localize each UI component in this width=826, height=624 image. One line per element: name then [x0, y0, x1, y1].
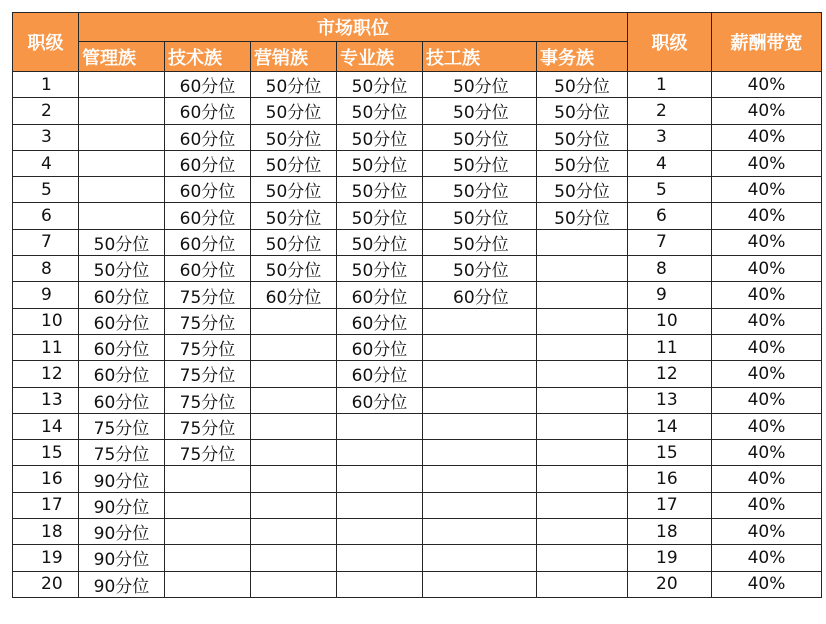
percentile-cell-marketing [251, 492, 337, 518]
table-row [13, 203, 822, 229]
percentile-cell-skilled-worker [423, 334, 537, 360]
percentile-cell-professional: 50分位 [337, 98, 423, 124]
percentile-cell-professional: 60分位 [337, 282, 423, 308]
rank-cell: 10 [13, 308, 79, 334]
percentile-cell-administrative [537, 492, 628, 518]
percentile-cell-skilled-worker [423, 571, 537, 597]
salary-band-cell: 40% [712, 256, 822, 282]
percentile-cell-technical: 60分位 [165, 150, 251, 176]
rank-cell: 3 [13, 124, 79, 150]
percentile-cell-administrative: 50分位 [537, 150, 628, 176]
percentile-cell-management: 75分位 [79, 413, 165, 439]
percentile-cell-marketing [251, 519, 337, 545]
percentile-cell-technical [165, 492, 251, 518]
rank-cell: 14 [13, 413, 79, 439]
table-row [13, 334, 822, 360]
salary-band-cell: 40% [712, 413, 822, 439]
percentile-cell-professional: 50分位 [337, 256, 423, 282]
percentile-cell-professional: 50分位 [337, 124, 423, 150]
salary-band-cell: 40% [712, 72, 822, 98]
percentile-cell-skilled-worker [423, 545, 537, 571]
table-body [13, 72, 822, 598]
percentile-cell-marketing: 50分位 [251, 229, 337, 255]
rank-cell-right: 7 [628, 229, 712, 255]
percentile-cell-professional: 50分位 [337, 229, 423, 255]
percentile-cell-professional: 60分位 [337, 308, 423, 334]
percentile-cell-management: 90分位 [79, 492, 165, 518]
rank-cell: 15 [13, 440, 79, 466]
percentile-cell-professional: 60分位 [337, 334, 423, 360]
rank-cell: 9 [13, 282, 79, 308]
percentile-cell-marketing [251, 466, 337, 492]
percentile-cell-professional: 60分位 [337, 387, 423, 413]
rank-cell-right: 18 [628, 519, 712, 545]
percentile-cell-management [79, 98, 165, 124]
percentile-cell-professional: 50分位 [337, 177, 423, 203]
rank-cell-right: 8 [628, 256, 712, 282]
salary-table [12, 12, 822, 598]
percentile-cell-technical [165, 571, 251, 597]
percentile-cell-management [79, 203, 165, 229]
percentile-cell-marketing [251, 387, 337, 413]
percentile-cell-management [79, 124, 165, 150]
rank-cell: 11 [13, 334, 79, 360]
percentile-cell-administrative [537, 466, 628, 492]
percentile-cell-administrative [537, 334, 628, 360]
percentile-cell-administrative [537, 519, 628, 545]
percentile-cell-marketing [251, 571, 337, 597]
percentile-cell-administrative [537, 440, 628, 466]
rank-cell: 2 [13, 98, 79, 124]
rank-cell: 8 [13, 256, 79, 282]
rank-header-right: 职级 [628, 13, 712, 72]
percentile-cell-technical: 60分位 [165, 177, 251, 203]
percentile-cell-skilled-worker: 50分位 [423, 177, 537, 203]
percentile-cell-skilled-worker: 50分位 [423, 124, 537, 150]
salary-band-cell: 40% [712, 545, 822, 571]
salary-band-cell: 40% [712, 150, 822, 176]
percentile-cell-technical [165, 466, 251, 492]
family-header-professional: 专业族 [337, 42, 423, 72]
rank-cell-right: 20 [628, 571, 712, 597]
percentile-cell-professional [337, 519, 423, 545]
table-row [13, 150, 822, 176]
rank-cell: 1 [13, 72, 79, 98]
salary-band-cell: 40% [712, 492, 822, 518]
table-row [13, 124, 822, 150]
percentile-cell-management: 60分位 [79, 361, 165, 387]
family-header-skilled-worker: 技工族 [423, 42, 537, 72]
table-row [13, 571, 822, 597]
percentile-cell-technical: 60分位 [165, 72, 251, 98]
percentile-cell-professional [337, 466, 423, 492]
percentile-cell-marketing: 60分位 [251, 282, 337, 308]
percentile-cell-marketing [251, 440, 337, 466]
percentile-cell-technical: 75分位 [165, 387, 251, 413]
percentile-cell-professional [337, 413, 423, 439]
rank-cell-right: 14 [628, 413, 712, 439]
rank-cell-right: 3 [628, 124, 712, 150]
percentile-cell-administrative: 50分位 [537, 98, 628, 124]
family-header-administrative: 事务族 [537, 42, 628, 72]
rank-cell: 17 [13, 492, 79, 518]
table-row [13, 413, 822, 439]
percentile-cell-skilled-worker [423, 308, 537, 334]
salary-band-cell: 40% [712, 361, 822, 387]
rank-cell-right: 1 [628, 72, 712, 98]
percentile-cell-administrative: 50分位 [537, 72, 628, 98]
percentile-cell-management: 50分位 [79, 256, 165, 282]
table-row [13, 282, 822, 308]
percentile-cell-marketing [251, 334, 337, 360]
table-row [13, 308, 822, 334]
percentile-cell-technical: 75分位 [165, 282, 251, 308]
percentile-cell-management [79, 177, 165, 203]
percentile-cell-management: 60分位 [79, 282, 165, 308]
percentile-cell-professional: 50分位 [337, 203, 423, 229]
rank-cell: 4 [13, 150, 79, 176]
salary-band-cell: 40% [712, 466, 822, 492]
rank-cell-right: 19 [628, 545, 712, 571]
rank-cell: 5 [13, 177, 79, 203]
percentile-cell-technical: 75分位 [165, 308, 251, 334]
rank-cell: 19 [13, 545, 79, 571]
table-row [13, 72, 822, 98]
table-row [13, 361, 822, 387]
percentile-cell-administrative: 50分位 [537, 177, 628, 203]
rank-cell-right: 15 [628, 440, 712, 466]
rank-cell-right: 2 [628, 98, 712, 124]
rank-cell: 7 [13, 229, 79, 255]
percentile-cell-management: 90分位 [79, 571, 165, 597]
percentile-cell-management: 50分位 [79, 229, 165, 255]
percentile-cell-professional [337, 492, 423, 518]
salary-band-cell: 40% [712, 308, 822, 334]
percentile-cell-technical: 75分位 [165, 440, 251, 466]
percentile-cell-management [79, 150, 165, 176]
percentile-cell-technical: 75分位 [165, 361, 251, 387]
rank-cell-right: 4 [628, 150, 712, 176]
salary-band-cell: 40% [712, 387, 822, 413]
market-position-header: 市场职位 [79, 13, 628, 42]
table-row [13, 492, 822, 518]
rank-cell-right: 5 [628, 177, 712, 203]
rank-cell: 6 [13, 203, 79, 229]
percentile-cell-technical [165, 545, 251, 571]
percentile-cell-skilled-worker: 50分位 [423, 256, 537, 282]
percentile-cell-administrative [537, 308, 628, 334]
percentile-cell-skilled-worker [423, 413, 537, 439]
salary-band-header: 薪酬带宽 [712, 13, 822, 72]
percentile-cell-skilled-worker [423, 387, 537, 413]
rank-cell-right: 13 [628, 387, 712, 413]
percentile-cell-management: 60分位 [79, 387, 165, 413]
table-row [13, 98, 822, 124]
percentile-cell-skilled-worker: 50分位 [423, 98, 537, 124]
percentile-cell-marketing [251, 413, 337, 439]
table-row [13, 229, 822, 255]
percentile-cell-skilled-worker: 50分位 [423, 150, 537, 176]
salary-band-cell: 40% [712, 440, 822, 466]
percentile-cell-marketing [251, 545, 337, 571]
percentile-cell-marketing [251, 361, 337, 387]
percentile-cell-marketing: 50分位 [251, 177, 337, 203]
table-row [13, 545, 822, 571]
percentile-cell-management: 90分位 [79, 545, 165, 571]
percentile-cell-management: 75分位 [79, 440, 165, 466]
rank-cell-right: 6 [628, 203, 712, 229]
percentile-cell-skilled-worker: 50分位 [423, 203, 537, 229]
percentile-cell-marketing: 50分位 [251, 256, 337, 282]
percentile-cell-technical: 60分位 [165, 256, 251, 282]
percentile-cell-professional [337, 545, 423, 571]
percentile-cell-skilled-worker: 50分位 [423, 72, 537, 98]
table-row [13, 519, 822, 545]
table-row [13, 387, 822, 413]
percentile-cell-skilled-worker [423, 361, 537, 387]
family-header-management: 管理族 [79, 42, 165, 72]
percentile-cell-skilled-worker [423, 492, 537, 518]
percentile-cell-skilled-worker: 50分位 [423, 229, 537, 255]
rank-cell: 12 [13, 361, 79, 387]
percentile-cell-marketing: 50分位 [251, 98, 337, 124]
percentile-cell-professional [337, 571, 423, 597]
rank-cell: 20 [13, 571, 79, 597]
percentile-cell-administrative [537, 571, 628, 597]
salary-band-cell: 40% [712, 229, 822, 255]
table-row [13, 440, 822, 466]
rank-cell-right: 9 [628, 282, 712, 308]
percentile-cell-technical: 60分位 [165, 229, 251, 255]
rank-cell-right: 16 [628, 466, 712, 492]
table-row [13, 466, 822, 492]
salary-band-cell: 40% [712, 571, 822, 597]
salary-band-cell: 40% [712, 203, 822, 229]
percentile-cell-skilled-worker [423, 440, 537, 466]
percentile-cell-management: 60分位 [79, 308, 165, 334]
salary-band-cell: 40% [712, 177, 822, 203]
rank-cell-right: 11 [628, 334, 712, 360]
percentile-cell-skilled-worker [423, 519, 537, 545]
salary-band-cell: 40% [712, 334, 822, 360]
percentile-cell-professional: 50分位 [337, 150, 423, 176]
percentile-cell-professional: 50分位 [337, 72, 423, 98]
salary-band-cell: 40% [712, 282, 822, 308]
rank-cell: 18 [13, 519, 79, 545]
percentile-cell-administrative [537, 256, 628, 282]
percentile-cell-administrative [537, 361, 628, 387]
percentile-cell-professional [337, 440, 423, 466]
rank-cell-right: 17 [628, 492, 712, 518]
percentile-cell-technical: 60分位 [165, 98, 251, 124]
percentile-cell-technical: 75分位 [165, 413, 251, 439]
percentile-cell-skilled-worker: 60分位 [423, 282, 537, 308]
percentile-cell-management: 90分位 [79, 519, 165, 545]
percentile-cell-marketing: 50分位 [251, 124, 337, 150]
percentile-cell-technical: 60分位 [165, 124, 251, 150]
salary-band-cell: 40% [712, 98, 822, 124]
percentile-cell-skilled-worker [423, 466, 537, 492]
table-row [13, 177, 822, 203]
percentile-cell-professional: 60分位 [337, 361, 423, 387]
percentile-cell-administrative [537, 282, 628, 308]
salary-band-cell: 40% [712, 124, 822, 150]
percentile-cell-technical [165, 519, 251, 545]
percentile-cell-technical: 75分位 [165, 334, 251, 360]
percentile-cell-management: 90分位 [79, 466, 165, 492]
percentile-cell-administrative: 50分位 [537, 203, 628, 229]
percentile-cell-administrative: 50分位 [537, 124, 628, 150]
rank-header: 职级 [13, 13, 79, 72]
table-row [13, 256, 822, 282]
percentile-cell-administrative [537, 413, 628, 439]
percentile-cell-technical: 60分位 [165, 203, 251, 229]
percentile-cell-management: 60分位 [79, 334, 165, 360]
family-header-technical: 技术族 [165, 42, 251, 72]
rank-cell-right: 10 [628, 308, 712, 334]
rank-cell: 16 [13, 466, 79, 492]
percentile-cell-administrative [537, 387, 628, 413]
percentile-cell-administrative [537, 545, 628, 571]
percentile-cell-marketing: 50分位 [251, 203, 337, 229]
percentile-cell-management [79, 72, 165, 98]
percentile-cell-marketing: 50分位 [251, 150, 337, 176]
rank-cell: 13 [13, 387, 79, 413]
salary-band-cell: 40% [712, 519, 822, 545]
rank-cell-right: 12 [628, 361, 712, 387]
percentile-cell-marketing: 50分位 [251, 72, 337, 98]
family-header-marketing: 营销族 [251, 42, 337, 72]
percentile-cell-marketing [251, 308, 337, 334]
percentile-cell-administrative [537, 229, 628, 255]
